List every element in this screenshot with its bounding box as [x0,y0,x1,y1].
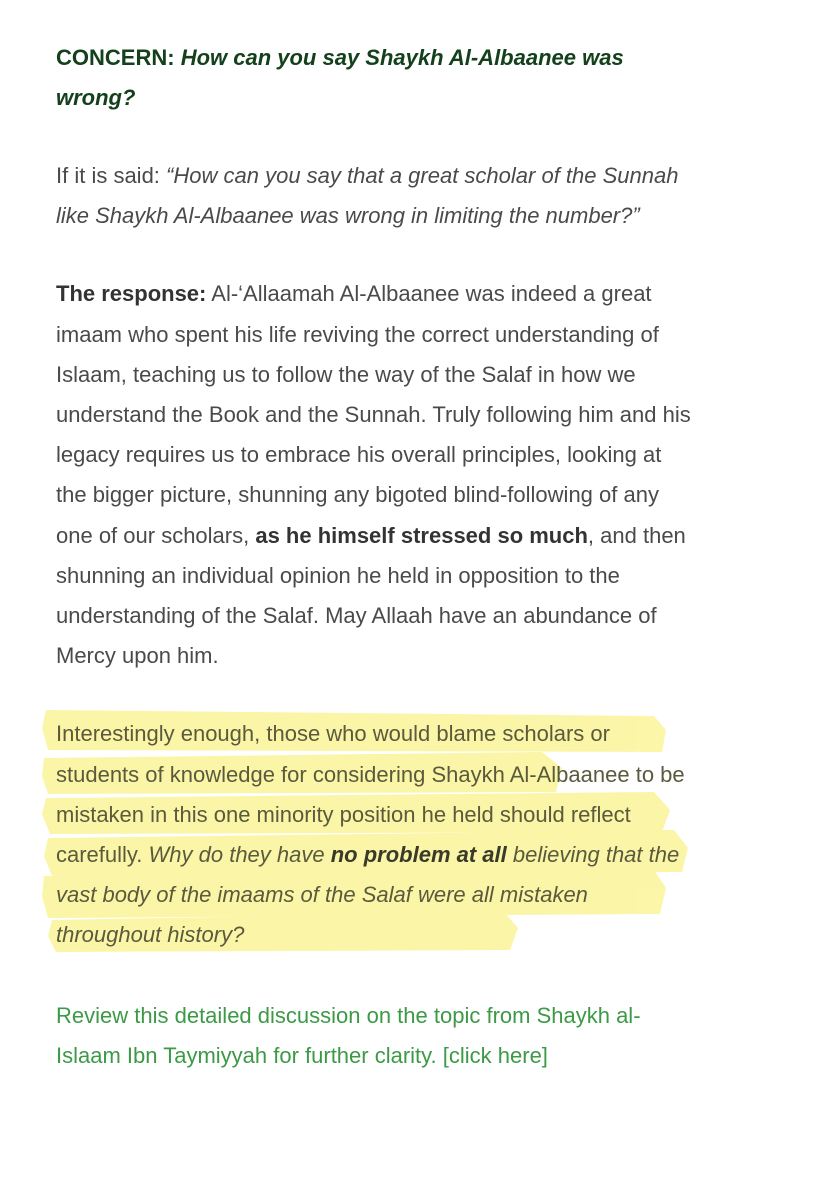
highlighted-block [56,714,696,955]
question-quote: “How can you say that a great scholar of the Sunnah like Shaykh Al-Albaanee was wrong in limiting the number?” [56,163,679,229]
highlight-italic-1: Why do they have [148,842,331,868]
response-text-2: , and then shunning an individual opinion he held in opposition to the understanding of the Salaf. May Allaah have an abundance of Mercy upon him. [56,522,686,669]
highlight-text-1: Interestingly enough, those who would blame scholars or students of knowledge for considering Shaykh Al-Albaanee to be mistaken in this one minority position he held should reflect carefully. [56,721,685,868]
response-paragraph [56,274,696,676]
highlight-italic-2: believing that the vast body of the imaams of the Salaf were all mistaken throughout history? [56,842,680,948]
review-text: Review this detailed discussion on the topic from Shaykh al-Islaam Ibn Taymiyyah for further clarity. [56,1002,641,1068]
concern-label: CONCERN: [56,45,175,70]
concern-question: How can you say Shaykh Al-Albaanee was wrong? [56,45,624,110]
concern-heading [56,38,696,118]
review-paragraph [56,996,696,1076]
question-paragraph [56,156,696,236]
response-emphasis: as he himself stressed so much [255,522,588,548]
question-intro: If it is said: [56,163,167,188]
highlight-bold-italic: no problem at all [330,842,507,868]
response-label: The response: [56,281,207,307]
response-text-1: Al-‘Allaamah Al-Albaanee was indeed a great imaam who spent his life reviving the correct understanding of Islaam, teaching us to follow the way of the Salaf in how we understand the Book and the Sunnah. Truly following him and his legacy requires us to embrace his overall principles, looking at the bigger picture, shunning any bigoted blind-following of any one of our scholars, [56,281,691,548]
click-here-link[interactable]: [click here] [442,1042,548,1068]
highlighted-paragraph [56,714,696,955]
article-content [56,38,696,1076]
